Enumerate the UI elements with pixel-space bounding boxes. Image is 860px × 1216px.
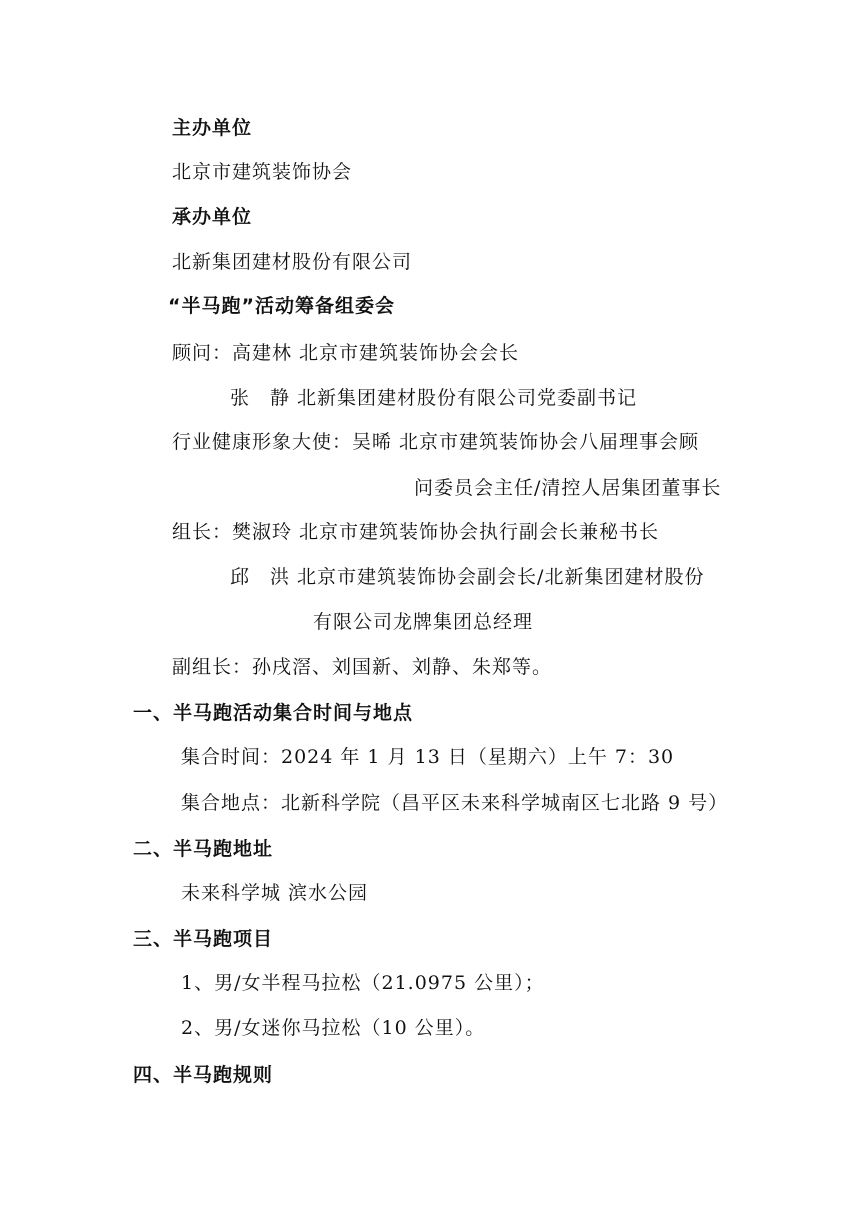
ambassador-line-1: 行业健康形象大使：吴晞 北京市建筑装饰协会八届理事会顾 [172, 431, 700, 453]
ambassador-line-2: 问委员会主任/清控人居集团董事长 [414, 477, 722, 499]
leader-line-1: 组长：樊淑玲 北京市建筑装饰协会执行副会长兼秘书长 [172, 521, 660, 543]
organizer-heading: 主办单位 [172, 117, 253, 139]
leader-line-2: 邱 洪 北京市建筑装饰协会副会长/北新集团建材股份 [230, 566, 705, 588]
leader-line-3: 有限公司龙牌集团总经理 [313, 611, 534, 633]
race-item-1: 1、男/女半程马拉松（21.0975 公里）； [181, 972, 545, 994]
advisor-line-1: 顾问：高建林 北京市建筑装饰协会会长 [172, 342, 520, 364]
section-2-heading: 二、半马跑地址 [133, 838, 274, 860]
deputy-leaders: 副组长：孙戌滘、刘国新、刘静、朱郑等。 [172, 656, 553, 678]
committee-heading: “半马跑”活动筹备组委会 [168, 295, 395, 317]
race-address: 未来科学城 滨水公园 [181, 882, 369, 904]
section-4-heading: 四、半马跑规则 [133, 1064, 274, 1086]
section-1-heading: 一、半马跑活动集合时间与地点 [133, 702, 414, 724]
organizer-name: 北京市建筑装饰协会 [172, 161, 353, 183]
co-organizer-heading: 承办单位 [172, 206, 253, 228]
co-organizer-name: 北新集团建材股份有限公司 [172, 251, 413, 273]
gathering-place: 集合地点：北新科学院（昌平区未来科学城南区七北路 9 号） [181, 792, 729, 814]
race-item-2: 2、男/女迷你马拉松（10 公里）。 [181, 1017, 486, 1039]
advisor-line-2: 张 静 北新集团建材股份有限公司党委副书记 [230, 387, 638, 409]
section-3-heading: 三、半马跑项目 [133, 928, 274, 950]
gathering-time: 集合时间：2024 年 1 月 13 日（星期六）上午 7：30 [181, 746, 675, 768]
